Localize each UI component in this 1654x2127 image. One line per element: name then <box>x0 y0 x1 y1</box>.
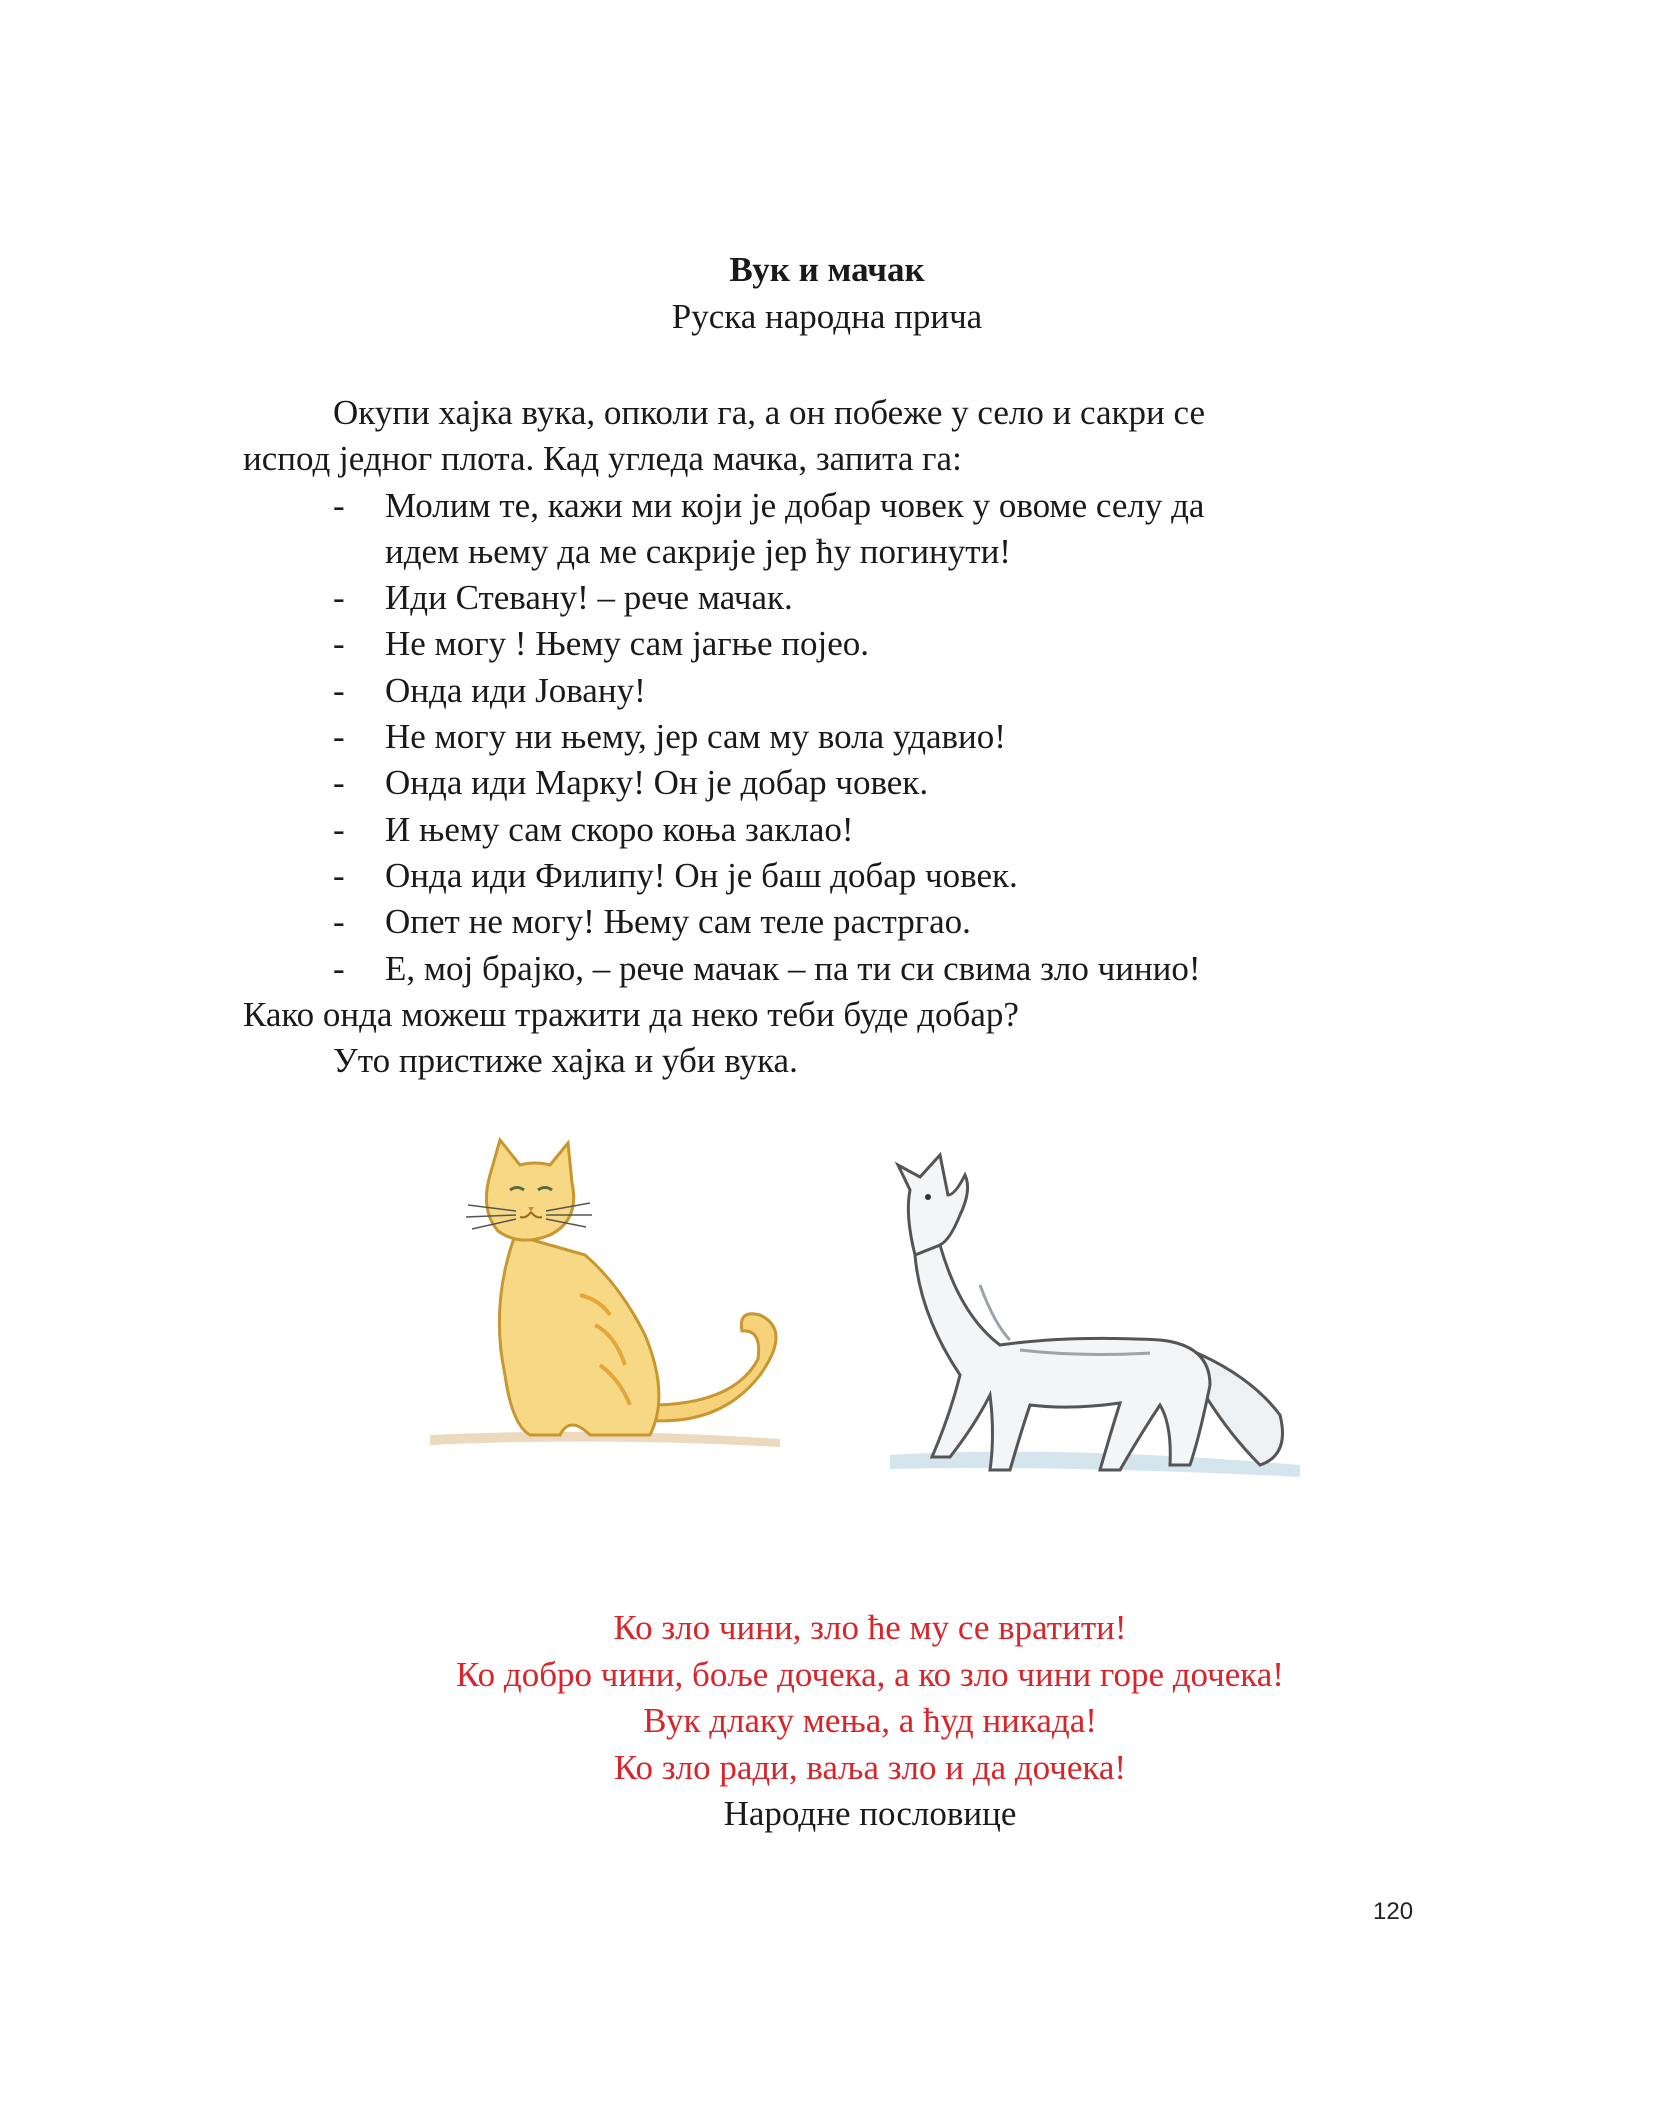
dialog-line <box>333 946 1433 992</box>
dialog-dash: - <box>333 624 345 664</box>
dialog-list <box>243 483 1433 992</box>
dialog-dash: - <box>333 578 345 618</box>
dialog-text: Не могу ! Њему сам јагње појео. <box>385 624 870 664</box>
intro-line-1: Окупи хајка вука, опколи га, а он побеже у село и сакри се <box>333 393 1206 432</box>
dialog-text: Е, мој брајко, – рече мачак – па ти си свима зло чинио! <box>385 948 1201 988</box>
closing-line-1: Како онда можеш тражити да неко теби буде добар? <box>243 994 1019 1034</box>
dialog-dash: - <box>333 485 345 525</box>
dialog-text: Онда иди Марку! Он је добар човек. <box>385 763 929 803</box>
dialog-line <box>333 621 1433 667</box>
proverb-line: Вук длаку мења, а ћуд никада! <box>643 1701 1097 1740</box>
wolf-drawing <box>898 1155 1283 1470</box>
intro-line-2: испод једног плота. Кад угледа мачка, запита га: <box>243 439 962 479</box>
dialog-line <box>333 575 1433 621</box>
dialog-text: Иди Стевану! – рече мачак. <box>385 578 793 618</box>
cat-drawing <box>466 1140 776 1435</box>
dialog-line <box>333 760 1433 806</box>
dialog-dash: - <box>333 809 345 849</box>
dialog-text-continued: идем њему да ме сакрије јер ћу погинути! <box>385 531 1011 571</box>
dialog-dash: - <box>333 948 345 988</box>
dialog-line <box>333 483 1433 576</box>
proverbs-source: Народне пословице <box>723 1794 1017 1833</box>
closing-line-2: Уто пристиже хајка и уби вука. <box>333 1041 798 1081</box>
proverbs-block <box>140 1605 1600 1838</box>
story-subtitle: Руска народна прича <box>671 297 983 336</box>
dialog-dash: - <box>333 855 345 895</box>
dialog-text: И њему сам скоро коња заклао! <box>385 809 854 849</box>
proverb-line: Ко добро чини, боље дочека, а ко зло чини горе дочека! <box>456 1654 1284 1694</box>
proverb-line: Ко зло чини, зло ће му се вратити! <box>613 1608 1127 1647</box>
dialog-line <box>333 668 1433 714</box>
dialog-dash: - <box>333 670 345 710</box>
proverb-line: Ко зло ради, ваља зло и да дочека! <box>613 1747 1127 1787</box>
dialog-line <box>333 807 1433 853</box>
dialog-text: Онда иди Филипу! Он је баш добар човек. <box>385 855 1018 895</box>
cat-and-wolf-illustration <box>420 1135 1320 1515</box>
page-number: 120 <box>1373 1898 1414 1925</box>
dialog-dash: - <box>333 902 345 942</box>
dialog-line <box>333 899 1433 945</box>
dialog-line <box>333 714 1433 760</box>
dialog-text: Опет не могу! Њему сам теле растргао. <box>385 902 971 942</box>
dialog-text: Онда иди Јовану! <box>385 670 646 710</box>
dialog-line <box>333 853 1433 899</box>
dialog-dash: - <box>333 717 345 757</box>
dialog-text: Молим те, кажи ми који је добар човек у овоме селу да <box>385 485 1205 525</box>
story-text <box>243 390 1433 1084</box>
dialog-dash: - <box>333 763 345 803</box>
story-title: Вук и мачак <box>729 250 925 289</box>
dialog-text: Не могу ни њему, јер сам му вола удавио! <box>385 717 1006 757</box>
